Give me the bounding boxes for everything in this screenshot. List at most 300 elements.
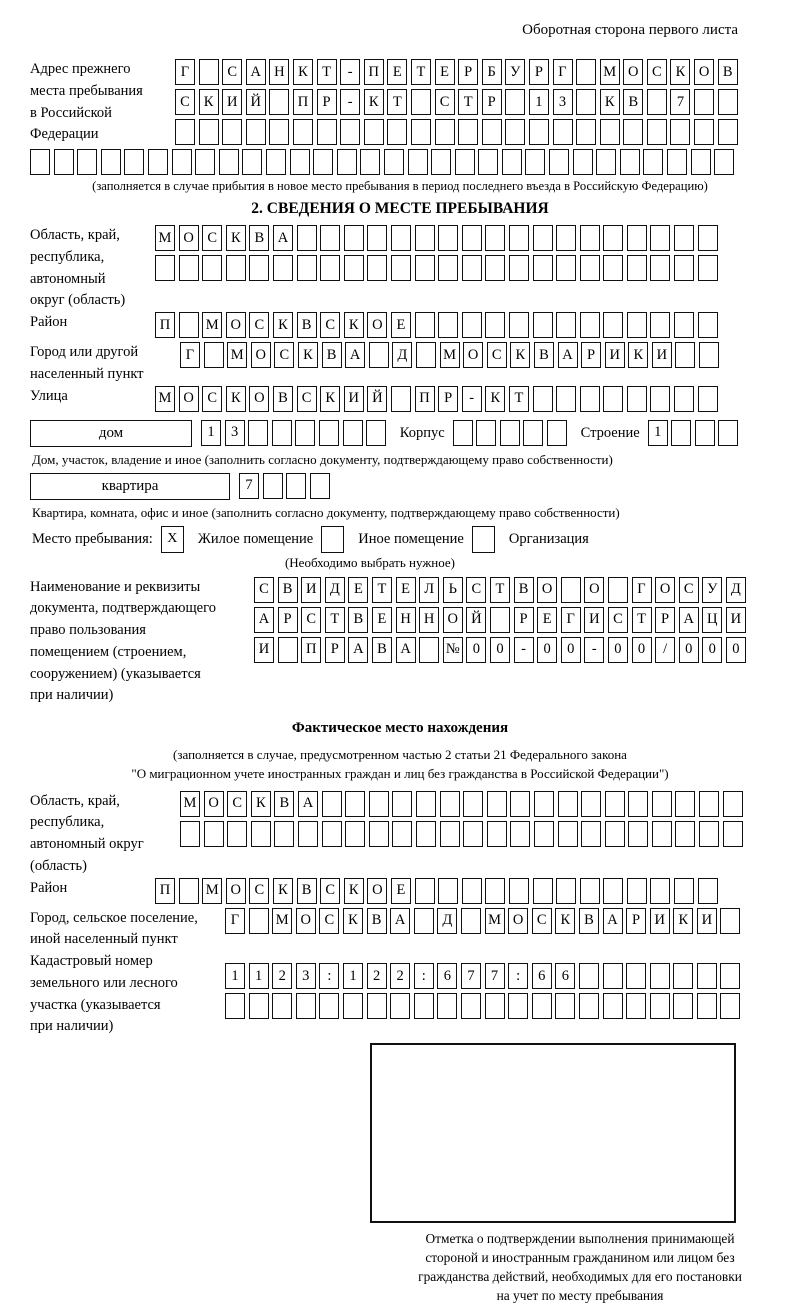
char-cell[interactable]: 0: [537, 637, 557, 663]
char-cell[interactable]: В: [718, 59, 738, 85]
char-cell[interactable]: [313, 149, 333, 175]
char-cell[interactable]: 0: [561, 637, 581, 663]
char-cell[interactable]: 2: [390, 963, 410, 989]
char-cell[interactable]: [249, 908, 269, 934]
char-cell[interactable]: [534, 821, 554, 847]
char-cell[interactable]: [581, 821, 601, 847]
char-cell[interactable]: [248, 420, 268, 446]
char-cell[interactable]: О: [655, 577, 675, 603]
char-cell[interactable]: С: [532, 908, 552, 934]
char-cell[interactable]: 1: [648, 420, 668, 446]
char-cell[interactable]: К: [344, 878, 364, 904]
char-cell[interactable]: [553, 119, 573, 145]
char-cell[interactable]: Д: [437, 908, 457, 934]
char-cell[interactable]: [440, 821, 460, 847]
char-cell[interactable]: Р: [325, 637, 345, 663]
char-cell[interactable]: Т: [632, 607, 652, 633]
char-cell[interactable]: Т: [372, 577, 392, 603]
char-cell[interactable]: [337, 149, 357, 175]
char-cell[interactable]: [603, 386, 623, 412]
char-cell[interactable]: 2: [367, 963, 387, 989]
char-cell[interactable]: [199, 119, 219, 145]
factual-region-row-1[interactable]: [180, 791, 746, 817]
char-cell[interactable]: К: [293, 59, 313, 85]
char-cell[interactable]: К: [628, 342, 648, 368]
char-cell[interactable]: [596, 149, 616, 175]
char-cell[interactable]: Г: [561, 607, 581, 633]
char-cell[interactable]: 6: [555, 963, 575, 989]
char-cell[interactable]: О: [463, 342, 483, 368]
char-cell[interactable]: [581, 791, 601, 817]
char-cell[interactable]: [549, 149, 569, 175]
char-cell[interactable]: А: [396, 637, 416, 663]
char-cell[interactable]: [462, 255, 482, 281]
char-cell[interactable]: О: [537, 577, 557, 603]
char-cell[interactable]: [320, 225, 340, 251]
char-cell[interactable]: С: [254, 577, 274, 603]
char-cell[interactable]: [263, 473, 283, 499]
char-cell[interactable]: У: [505, 59, 525, 85]
char-cell[interactable]: И: [726, 607, 746, 633]
char-cell[interactable]: [556, 386, 576, 412]
char-cell[interactable]: К: [600, 89, 620, 115]
char-cell[interactable]: [438, 225, 458, 251]
char-cell[interactable]: [556, 225, 576, 251]
char-cell[interactable]: [556, 255, 576, 281]
char-cell[interactable]: [603, 225, 623, 251]
char-cell[interactable]: [392, 821, 412, 847]
char-cell[interactable]: [556, 878, 576, 904]
char-cell[interactable]: [698, 386, 718, 412]
char-cell[interactable]: [627, 255, 647, 281]
char-cell[interactable]: 2: [272, 963, 292, 989]
char-cell[interactable]: Е: [348, 577, 368, 603]
char-cell[interactable]: [415, 255, 435, 281]
char-cell[interactable]: Г: [180, 342, 200, 368]
char-cell[interactable]: А: [345, 342, 365, 368]
char-cell[interactable]: К: [364, 89, 384, 115]
char-cell[interactable]: [345, 821, 365, 847]
char-cell[interactable]: [573, 149, 593, 175]
char-cell[interactable]: 0: [726, 637, 746, 663]
char-cell[interactable]: [547, 420, 567, 446]
char-cell[interactable]: [290, 149, 310, 175]
char-cell[interactable]: О: [367, 878, 387, 904]
char-cell[interactable]: К: [344, 312, 364, 338]
char-cell[interactable]: М: [485, 908, 505, 934]
char-cell[interactable]: [699, 791, 719, 817]
char-cell[interactable]: [172, 149, 192, 175]
char-cell[interactable]: В: [623, 89, 643, 115]
char-cell[interactable]: М: [202, 878, 222, 904]
char-cell[interactable]: [534, 791, 554, 817]
char-cell[interactable]: №: [443, 637, 463, 663]
prev-address-row-2[interactable]: [175, 89, 741, 115]
char-cell[interactable]: [714, 149, 734, 175]
char-cell[interactable]: [508, 993, 528, 1019]
document-row-3[interactable]: [254, 637, 749, 663]
char-cell[interactable]: [391, 225, 411, 251]
char-cell[interactable]: 3: [553, 89, 573, 115]
char-cell[interactable]: [310, 473, 330, 499]
factual-city-row[interactable]: [225, 908, 744, 934]
char-cell[interactable]: [671, 420, 691, 446]
char-cell[interactable]: [603, 993, 623, 1019]
char-cell[interactable]: [249, 993, 269, 1019]
char-cell[interactable]: Р: [438, 386, 458, 412]
char-cell[interactable]: [647, 89, 667, 115]
char-cell[interactable]: [367, 255, 387, 281]
char-cell[interactable]: [343, 420, 363, 446]
char-cell[interactable]: 0: [702, 637, 722, 663]
document-row-2[interactable]: [254, 607, 749, 633]
char-cell[interactable]: Г: [632, 577, 652, 603]
char-cell[interactable]: У: [702, 577, 722, 603]
char-cell[interactable]: [650, 993, 670, 1019]
char-cell[interactable]: [344, 225, 364, 251]
char-cell[interactable]: [458, 119, 478, 145]
char-cell[interactable]: [462, 312, 482, 338]
char-cell[interactable]: [179, 312, 199, 338]
char-cell[interactable]: [367, 993, 387, 1019]
char-cell[interactable]: В: [278, 577, 298, 603]
char-cell[interactable]: [558, 821, 578, 847]
char-cell[interactable]: [461, 908, 481, 934]
char-cell[interactable]: К: [199, 89, 219, 115]
char-cell[interactable]: [478, 149, 498, 175]
char-cell[interactable]: С: [647, 59, 667, 85]
char-cell[interactable]: А: [348, 637, 368, 663]
char-cell[interactable]: О: [584, 577, 604, 603]
char-cell[interactable]: [297, 225, 317, 251]
char-cell[interactable]: [718, 420, 738, 446]
char-cell[interactable]: [204, 821, 224, 847]
char-cell[interactable]: [675, 342, 695, 368]
char-cell[interactable]: Е: [396, 577, 416, 603]
char-cell[interactable]: [650, 963, 670, 989]
char-cell[interactable]: Й: [246, 89, 266, 115]
char-cell[interactable]: [391, 386, 411, 412]
char-cell[interactable]: Е: [537, 607, 557, 633]
checkbox-organization[interactable]: [472, 526, 495, 553]
char-cell[interactable]: М: [272, 908, 292, 934]
char-cell[interactable]: [620, 149, 640, 175]
char-cell[interactable]: [251, 821, 271, 847]
document-row-1[interactable]: [254, 577, 749, 603]
char-cell[interactable]: Е: [391, 878, 411, 904]
char-cell[interactable]: [227, 821, 247, 847]
char-cell[interactable]: [226, 255, 246, 281]
char-cell[interactable]: [509, 312, 529, 338]
char-cell[interactable]: [364, 119, 384, 145]
prev-address-row-1[interactable]: [175, 59, 741, 85]
char-cell[interactable]: [580, 878, 600, 904]
char-cell[interactable]: Д: [325, 577, 345, 603]
stroenie-cells[interactable]: [648, 420, 742, 446]
char-cell[interactable]: [322, 821, 342, 847]
char-cell[interactable]: М: [600, 59, 620, 85]
char-cell[interactable]: [650, 312, 670, 338]
char-cell[interactable]: [345, 791, 365, 817]
char-cell[interactable]: [272, 993, 292, 1019]
char-cell[interactable]: А: [558, 342, 578, 368]
char-cell[interactable]: И: [584, 607, 604, 633]
char-cell[interactable]: [360, 149, 380, 175]
char-cell[interactable]: В: [514, 577, 534, 603]
char-cell[interactable]: [411, 119, 431, 145]
char-cell[interactable]: Р: [458, 59, 478, 85]
char-cell[interactable]: В: [297, 878, 317, 904]
char-cell[interactable]: 0: [466, 637, 486, 663]
char-cell[interactable]: [523, 420, 543, 446]
char-cell[interactable]: О: [296, 908, 316, 934]
char-cell[interactable]: К: [670, 59, 690, 85]
char-cell[interactable]: [155, 255, 175, 281]
char-cell[interactable]: [319, 993, 339, 1019]
char-cell[interactable]: [391, 255, 411, 281]
char-cell[interactable]: П: [301, 637, 321, 663]
char-cell[interactable]: [463, 791, 483, 817]
char-cell[interactable]: [416, 791, 436, 817]
char-cell[interactable]: [411, 89, 431, 115]
char-cell[interactable]: Й: [466, 607, 486, 633]
char-cell[interactable]: [482, 119, 502, 145]
char-cell[interactable]: О: [443, 607, 463, 633]
char-cell[interactable]: О: [623, 59, 643, 85]
char-cell[interactable]: :: [414, 963, 434, 989]
char-cell[interactable]: [485, 255, 505, 281]
char-cell[interactable]: [605, 791, 625, 817]
char-cell[interactable]: [603, 312, 623, 338]
char-cell[interactable]: [369, 342, 389, 368]
char-cell[interactable]: [720, 993, 740, 1019]
char-cell[interactable]: [600, 119, 620, 145]
char-cell[interactable]: [694, 89, 714, 115]
char-cell[interactable]: 7: [485, 963, 505, 989]
district-row[interactable]: [155, 312, 721, 338]
char-cell[interactable]: [505, 89, 525, 115]
char-cell[interactable]: В: [367, 908, 387, 934]
char-cell[interactable]: Т: [490, 577, 510, 603]
char-cell[interactable]: [720, 963, 740, 989]
char-cell[interactable]: С: [487, 342, 507, 368]
char-cell[interactable]: К: [320, 386, 340, 412]
char-cell[interactable]: М: [180, 791, 200, 817]
cadastral-row-1[interactable]: [225, 963, 744, 989]
char-cell[interactable]: [627, 386, 647, 412]
char-cell[interactable]: О: [694, 59, 714, 85]
char-cell[interactable]: [673, 963, 693, 989]
char-cell[interactable]: [249, 255, 269, 281]
char-cell[interactable]: [652, 821, 672, 847]
char-cell[interactable]: [438, 878, 458, 904]
char-cell[interactable]: [367, 225, 387, 251]
char-cell[interactable]: [579, 993, 599, 1019]
cadastral-row-2[interactable]: [225, 993, 744, 1019]
char-cell[interactable]: М: [440, 342, 460, 368]
char-cell[interactable]: 0: [679, 637, 699, 663]
street-row[interactable]: [155, 386, 721, 412]
char-cell[interactable]: [274, 821, 294, 847]
char-cell[interactable]: [392, 791, 412, 817]
char-cell[interactable]: 1: [201, 420, 221, 446]
char-cell[interactable]: [414, 908, 434, 934]
char-cell[interactable]: [579, 963, 599, 989]
char-cell[interactable]: [101, 149, 121, 175]
char-cell[interactable]: В: [322, 342, 342, 368]
char-cell[interactable]: [225, 993, 245, 1019]
char-cell[interactable]: [148, 149, 168, 175]
char-cell[interactable]: И: [222, 89, 242, 115]
char-cell[interactable]: [650, 386, 670, 412]
char-cell[interactable]: [369, 821, 389, 847]
char-cell[interactable]: 7: [239, 473, 259, 499]
char-cell[interactable]: С: [222, 59, 242, 85]
char-cell[interactable]: [272, 420, 292, 446]
char-cell[interactable]: [627, 225, 647, 251]
char-cell[interactable]: [674, 255, 694, 281]
apartment-cells[interactable]: [239, 473, 333, 499]
char-cell[interactable]: К: [555, 908, 575, 934]
char-cell[interactable]: О: [226, 312, 246, 338]
char-cell[interactable]: [485, 312, 505, 338]
char-cell[interactable]: -: [514, 637, 534, 663]
char-cell[interactable]: И: [652, 342, 672, 368]
char-cell[interactable]: [437, 993, 457, 1019]
char-cell[interactable]: [295, 420, 315, 446]
char-cell[interactable]: [556, 312, 576, 338]
char-cell[interactable]: [694, 119, 714, 145]
char-cell[interactable]: К: [510, 342, 530, 368]
char-cell[interactable]: [626, 963, 646, 989]
char-cell[interactable]: Г: [553, 59, 573, 85]
char-cell[interactable]: Е: [435, 59, 455, 85]
char-cell[interactable]: [533, 312, 553, 338]
char-cell[interactable]: 6: [532, 963, 552, 989]
char-cell[interactable]: [455, 149, 475, 175]
char-cell[interactable]: Р: [482, 89, 502, 115]
char-cell[interactable]: [698, 312, 718, 338]
char-cell[interactable]: [179, 878, 199, 904]
char-cell[interactable]: [674, 386, 694, 412]
char-cell[interactable]: Ь: [443, 577, 463, 603]
char-cell[interactable]: Д: [392, 342, 412, 368]
char-cell[interactable]: [698, 255, 718, 281]
char-cell[interactable]: А: [298, 791, 318, 817]
char-cell[interactable]: С: [319, 908, 339, 934]
char-cell[interactable]: П: [155, 312, 175, 338]
char-cell[interactable]: [463, 821, 483, 847]
char-cell[interactable]: Т: [411, 59, 431, 85]
char-cell[interactable]: С: [320, 312, 340, 338]
char-cell[interactable]: [627, 312, 647, 338]
char-cell[interactable]: М: [227, 342, 247, 368]
char-cell[interactable]: [699, 342, 719, 368]
char-cell[interactable]: [675, 821, 695, 847]
char-cell[interactable]: Н: [396, 607, 416, 633]
char-cell[interactable]: [623, 119, 643, 145]
char-cell[interactable]: [558, 791, 578, 817]
char-cell[interactable]: О: [204, 791, 224, 817]
char-cell[interactable]: [408, 149, 428, 175]
char-cell[interactable]: [580, 225, 600, 251]
char-cell[interactable]: [509, 878, 529, 904]
char-cell[interactable]: [453, 420, 473, 446]
char-cell[interactable]: [487, 821, 507, 847]
char-cell[interactable]: В: [274, 791, 294, 817]
prev-address-row-3[interactable]: [175, 119, 741, 145]
char-cell[interactable]: [674, 225, 694, 251]
char-cell[interactable]: [576, 119, 596, 145]
char-cell[interactable]: С: [202, 386, 222, 412]
char-cell[interactable]: /: [655, 637, 675, 663]
char-cell[interactable]: [699, 821, 719, 847]
char-cell[interactable]: [605, 821, 625, 847]
char-cell[interactable]: [675, 791, 695, 817]
char-cell[interactable]: С: [249, 312, 269, 338]
char-cell[interactable]: Т: [458, 89, 478, 115]
char-cell[interactable]: О: [179, 225, 199, 251]
char-cell[interactable]: Н: [269, 59, 289, 85]
char-cell[interactable]: [415, 312, 435, 338]
char-cell[interactable]: [30, 149, 50, 175]
char-cell[interactable]: [650, 255, 670, 281]
char-cell[interactable]: [533, 225, 553, 251]
char-cell[interactable]: А: [679, 607, 699, 633]
char-cell[interactable]: Г: [175, 59, 195, 85]
factual-district-row[interactable]: [155, 878, 721, 904]
checkbox-other-premises[interactable]: [321, 526, 344, 553]
char-cell[interactable]: [529, 119, 549, 145]
char-cell[interactable]: -: [584, 637, 604, 663]
house-number-cells[interactable]: [201, 420, 390, 446]
char-cell[interactable]: [175, 119, 195, 145]
char-cell[interactable]: К: [343, 908, 363, 934]
char-cell[interactable]: [720, 908, 740, 934]
char-cell[interactable]: [650, 878, 670, 904]
char-cell[interactable]: К: [273, 878, 293, 904]
char-cell[interactable]: [415, 878, 435, 904]
char-cell[interactable]: Т: [387, 89, 407, 115]
char-cell[interactable]: С: [175, 89, 195, 115]
char-cell[interactable]: [509, 255, 529, 281]
char-cell[interactable]: С: [435, 89, 455, 115]
char-cell[interactable]: [438, 312, 458, 338]
char-cell[interactable]: [509, 225, 529, 251]
char-cell[interactable]: [580, 312, 600, 338]
char-cell[interactable]: [643, 149, 663, 175]
char-cell[interactable]: 1: [225, 963, 245, 989]
char-cell[interactable]: 3: [296, 963, 316, 989]
char-cell[interactable]: Р: [626, 908, 646, 934]
char-cell[interactable]: К: [673, 908, 693, 934]
char-cell[interactable]: [652, 791, 672, 817]
char-cell[interactable]: П: [155, 878, 175, 904]
char-cell[interactable]: [344, 255, 364, 281]
char-cell[interactable]: [266, 149, 286, 175]
char-cell[interactable]: [647, 119, 667, 145]
char-cell[interactable]: [576, 89, 596, 115]
apartment-widebox[interactable]: квартира: [30, 473, 230, 500]
char-cell[interactable]: [510, 791, 530, 817]
char-cell[interactable]: И: [650, 908, 670, 934]
char-cell[interactable]: [462, 225, 482, 251]
char-cell[interactable]: А: [390, 908, 410, 934]
char-cell[interactable]: [603, 878, 623, 904]
char-cell[interactable]: П: [415, 386, 435, 412]
char-cell[interactable]: О: [367, 312, 387, 338]
char-cell[interactable]: [674, 878, 694, 904]
